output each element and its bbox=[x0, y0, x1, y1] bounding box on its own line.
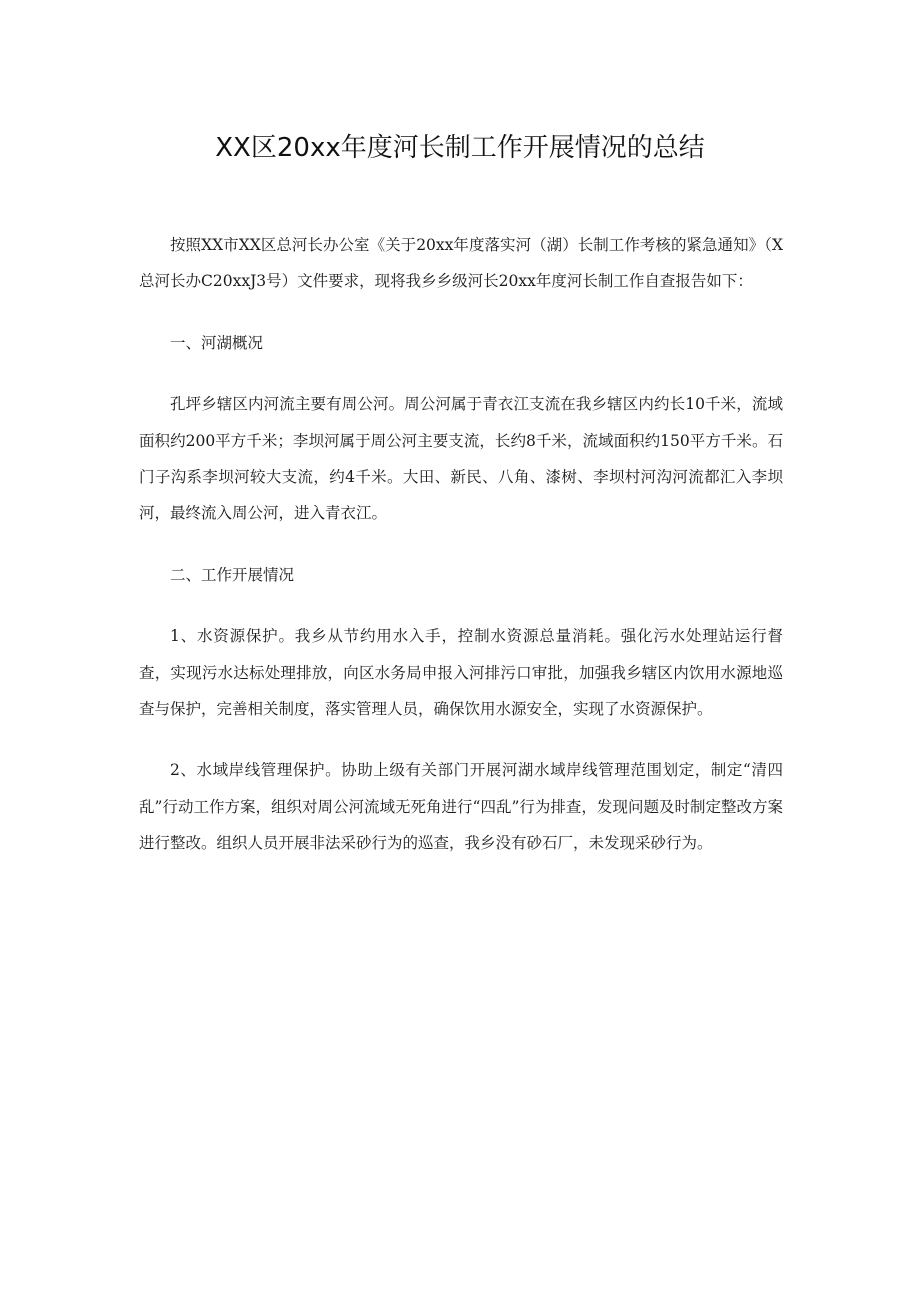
document-title: XX区20xx年度河长制工作开展情况的总结 bbox=[215, 133, 705, 163]
river-overview-paragraph: 孔坪乡辖区内河流主要有周公河。周公河属于青衣江支流在我乡辖区内约长10千米，流域面积约200平方千米；李坝河属于周公河主要支流，长约8千米，流域面积约150平方千米。石门子沟系李坝河较大支流，约4千米。大田、新民、八角、漆树、李坝村河沟河流都汇入李坝河，最终流入周公河，进入青衣江。 bbox=[139, 395, 783, 523]
water-resource-paragraph: 1、水资源保护。我乡从节约用水入手，控制水资源总量消耗。强化污水处理站运行督查，实现污水达标处理排放，向区水务局申报入河排污口审批，加强我乡辖区内饮用水源地巡查与保护，完善相关制度，落实管理人员，确保饮用水源安全，实现了水资源保护。 bbox=[139, 627, 783, 719]
section-heading-work-progress: 二、工作开展情况 bbox=[170, 565, 295, 584]
section-heading-river-overview: 一、河湖概况 bbox=[170, 333, 264, 352]
document-body bbox=[139, 227, 783, 887]
intro-paragraph: 按照XX市XX区总河长办公室《关于20xx年度落实河（湖）长制工作考核的紧急通知》（X总河长办C20xxJ3号）文件要求，现将我乡乡级河长20xx年度河长制工作自查报告如下： bbox=[139, 236, 783, 291]
shoreline-management-paragraph: 2、水域岸线管理保护。协助上级有关部门开展河湖水域岸线管理范围划定，制定“清四乱”行动工作方案，组织对周公河流域无死角进行“四乱”行为排查，发现问题及时制定整改方案进行整改。组织人员开展非法采砂行为的巡查，我乡没有砂石厂，未发现采砂行为。 bbox=[139, 761, 783, 853]
